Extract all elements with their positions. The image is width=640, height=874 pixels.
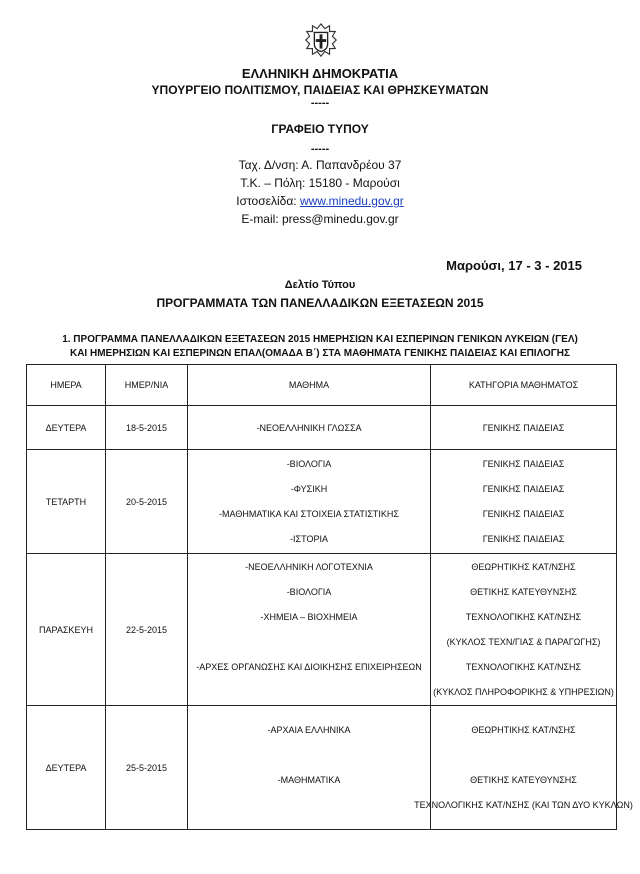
date-line: Μαρούσι, 17 - 3 - 2015 (446, 258, 582, 273)
subject-item (308, 749, 311, 761)
category-item: ΓΕΝΙΚΗΣ ΠΑΙΔΕΙΑΣ (482, 509, 565, 519)
date-cell: 18-5-2015 (106, 406, 188, 450)
subject-item (308, 686, 311, 698)
subject-cell (188, 406, 431, 450)
category-item: ΓΕΝΙΚΗΣ ΠΑΙΔΕΙΑΣ (482, 534, 565, 544)
category-item: ΓΕΝΙΚΗΣ ΠΑΙΔΕΙΑΣ (482, 422, 565, 433)
subject-cell (188, 554, 431, 706)
press-office-heading: ΓΡΑΦΕΙΟ ΤΥΠΟΥ (271, 122, 369, 136)
header-day: ΗΜΕΡΑ (27, 365, 106, 406)
email-line: E-mail: press@minedu.gov.gr (241, 212, 399, 226)
category-cell (431, 406, 617, 450)
republic-heading: ΕΛΛΗΝΙΚΗ ΔΗΜΟΚΡΑΤΙΑ (241, 66, 399, 81)
address-line: Ταχ. Δ/νση: Α. Παπανδρέου 37 (238, 158, 402, 172)
header-date: ΗΜΕΡ/ΝΙΑ (106, 365, 188, 406)
table-row (27, 706, 617, 830)
category-item: ΘΕΩΡΗΤΙΚΗΣ ΚΑΤ/ΝΣΗΣ (471, 725, 576, 735)
header-subject: ΜΑΘΗΜΑ (188, 365, 431, 406)
category-item: ΤΕΧΝΟΛΟΓΙΚΗΣ ΚΑΤ/ΝΣΗΣ (465, 662, 582, 672)
category-item: ΘΕΩΡΗΤΙΚΗΣ ΚΑΤ/ΝΣΗΣ (471, 562, 576, 572)
day-cell: ΔΕΥΤΕΡΑ (27, 406, 106, 450)
postal-line: Τ.Κ. – Πόλη: 15180 - Μαρούσι (240, 176, 400, 190)
exam-schedule-table (26, 364, 633, 830)
category-cell (414, 706, 633, 830)
day-cell: ΠΑΡΑΣΚΕΥΗ (27, 554, 106, 706)
date-cell: 25-5-2015 (106, 706, 188, 830)
category-item: ΓΕΝΙΚΗΣ ΠΑΙΔΕΙΑΣ (482, 484, 565, 494)
category-item: ΤΕΧΝΟΛΟΓΙΚΗΣ ΚΑΤ/ΝΣΗΣ (465, 612, 582, 622)
table-row (27, 450, 617, 554)
subject-item: -ΙΣΤΟΡΙΑ (290, 534, 328, 544)
section-heading-line-2: ΚΑΙ ΗΜΕΡΗΣΙΩΝ ΚΑΙ ΕΣΠΕΡΙΝΩΝ ΕΠΑΛ(ΟΜΑΔΑ Β΄) ΣΤΑ ΜΑΘΗΜΑΤΑ ΓΕΝΙΚΗΣ ΠΑΙΔΕΙΑΣ ΚΑΙ ΕΠΙΛΟΓΗΣ (69, 348, 571, 359)
release-title: ΠΡΟΓΡΑΜΜΑΤΑ ΤΩΝ ΠΑΝΕΛΛΑΔΙΚΩΝ ΕΞΕΤΑΣΕΩΝ 2015 (156, 296, 484, 310)
coat-of-arms-emblem (302, 22, 340, 60)
subject-item: -ΒΙΟΛΟΓΙΑ (286, 459, 332, 469)
subject-cell (188, 706, 431, 830)
subject-item: -ΝΕΟΕΛΛΗΝΙΚΗ ΛΟΓΟΤΕΧΝΙΑ (245, 562, 373, 572)
day-cell: ΤΕΤΑΡΤΗ (27, 450, 106, 554)
subject-item (308, 636, 311, 648)
table-row (27, 554, 617, 706)
subject-item: -ΒΙΟΛΟΓΙΑ (286, 587, 332, 597)
category-item: (ΚΥΚΛΟΣ ΤΕΧΝ/ΓΙΑΣ & ΠΑΡΑΓΩΓΗΣ) (446, 637, 601, 647)
category-item: ΘΕΤΙΚΗΣ ΚΑΤΕΥΘΥΝΣΗΣ (470, 587, 577, 597)
category-cell (431, 554, 617, 706)
category-item: (ΚΥΚΛΟΣ ΠΛΗΡΟΦΟΡΙΚΗΣ & ΥΠΗΡΕΣΙΩΝ) (433, 687, 614, 697)
release-type: Δελτίο Τύπου (284, 279, 356, 291)
category-item: ΓΕΝΙΚΗΣ ΠΑΙΔΕΙΑΣ (482, 459, 565, 469)
ministry-heading: ΥΠΟΥΡΓΕΙΟ ΠΟΛΙΤΙΣΜΟΥ, ΠΑΙΔΕΙΑΣ ΚΑΙ ΘΡΗΣΚΕΥΜΑΤΩΝ (151, 83, 489, 97)
section-heading-line-1: 1. ΠΡΟΓΡΑΜΜΑ ΠΑΝΕΛΛΑΔΙΚΩΝ ΕΞΕΤΑΣΕΩΝ 2015 ΗΜΕΡΗΣΙΩΝ ΚΑΙ ΕΣΠΕΡΙΝΩΝ ΓΕΝΙΚΩΝ ΛΥΚΕΙΩΝ (ΓΕΛ) (62, 334, 578, 345)
subject-item: -ΧΗΜΕΙΑ – ΒΙΟΧΗΜΕΙΑ (260, 612, 358, 622)
date-cell: 20-5-2015 (106, 450, 188, 554)
subject-cell (188, 450, 431, 554)
header-category: ΚΑΤΗΓΟΡΙΑ ΜΑΘΗΜΑΤΟΣ (431, 365, 617, 406)
table-header-row (27, 365, 617, 406)
subject-item: -ΑΡΧΑΙΑ ΕΛΛΗΝΙΚΑ (267, 725, 351, 735)
subject-item: -ΝΕΟΕΛΛΗΝΙΚΗ ΓΛΩΣΣΑ (256, 422, 362, 433)
category-cell (431, 450, 617, 554)
category-item: ΘΕΤΙΚΗΣ ΚΑΤΕΥΘΥΝΣΗΣ (470, 775, 577, 785)
category-item: ΤΕΧΝΟΛΟΓΙΚΗΣ ΚΑΤ/ΝΣΗΣ (ΚΑΙ ΤΩΝ ΔΥΟ ΚΥΚΛΩΝ) (414, 800, 633, 810)
website-label: Ιστοσελίδα: (236, 194, 300, 208)
separator-2: ----- (310, 143, 330, 155)
separator-1: ----- (310, 97, 330, 109)
subject-item: -ΜΑΘΗΜΑΤΙΚΑ (277, 775, 341, 785)
subject-item (308, 799, 311, 811)
day-cell: ΔΕΥΤΕΡΑ (27, 706, 106, 830)
table-body (27, 406, 633, 830)
category-item (522, 749, 525, 761)
website-link[interactable]: www.minedu.gov.gr (299, 194, 404, 208)
table-row (27, 406, 617, 450)
subject-item: -ΑΡΧΕΣ ΟΡΓΑΝΩΣΗΣ ΚΑΙ ΔΙΟΙΚΗΣΗΣ ΕΠΙΧΕΙΡΗΣΕΩΝ (196, 662, 422, 672)
website-line (0, 194, 640, 208)
subject-item: -ΦΥΣΙΚΗ (290, 484, 328, 494)
subject-item: -ΜΑΘΗΜΑΤΙΚΑ ΚΑΙ ΣΤΟΙΧΕΙΑ ΣΤΑΤΙΣΤΙΚΗΣ (219, 509, 399, 519)
date-cell: 22-5-2015 (106, 554, 188, 706)
